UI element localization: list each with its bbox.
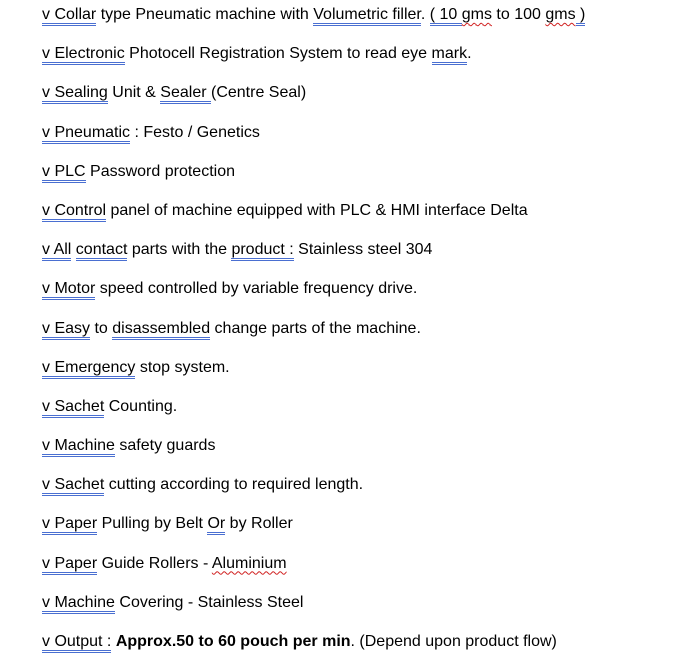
list-item-misspelled-word: gms: [545, 6, 576, 23]
list-item-text: panel of machine equipped with PLC & HMI interface Delta: [106, 201, 528, 219]
list-item-flagged-text: [42, 124, 130, 144]
list-item: [42, 396, 682, 435]
list-item-misspelled-word: Aluminium: [211, 554, 287, 572]
list-item-flagged-text: product :: [231, 241, 293, 261]
list-item-text: . (Depend upon product flow): [350, 633, 557, 650]
bullet-glyph: v: [42, 162, 50, 180]
bullet-glyph: v: [42, 476, 50, 494]
list-item-text: Covering - Stainless Steel: [114, 593, 304, 611]
list-item: [42, 43, 682, 82]
list-item: [42, 357, 682, 396]
list-item-flagged-text: [42, 398, 104, 418]
list-item-text: to: [90, 319, 113, 337]
list-item: [42, 474, 682, 513]
list-item-flagged-text: [42, 163, 86, 183]
list-item-lead-word: Machine: [54, 593, 115, 611]
list-item-flagged-text: [42, 202, 106, 222]
list-item: [42, 318, 682, 357]
list-item-flagged-text: [42, 476, 104, 496]
bullet-glyph: v: [42, 554, 50, 572]
list-item-flagged-text: [42, 45, 125, 65]
list-item: [42, 82, 682, 121]
bullet-glyph: v: [42, 84, 50, 102]
list-item-bold-text: Approx.50 to 60 pouch per min: [115, 633, 351, 650]
list-item-flagged-text: Sealer: [160, 84, 211, 104]
list-item-flagged-text: ): [576, 6, 586, 26]
list-item-lead-word: Paper: [54, 554, 98, 572]
list-item-lead-word: Pneumatic: [54, 123, 131, 141]
list-item-lead-word: Easy: [54, 319, 91, 337]
bullet-glyph: v: [42, 437, 50, 455]
bullet-glyph: v: [42, 45, 50, 63]
list-item-text: Counting.: [104, 397, 178, 415]
list-item-lead-word: Sachet: [54, 476, 105, 494]
list-item-text: Stainless steel 304: [293, 241, 433, 259]
list-item-flagged-text: Or: [207, 515, 225, 535]
list-item-flagged-text: [42, 515, 97, 535]
bullet-glyph: v: [42, 633, 50, 650]
list-item-text: parts with the: [127, 241, 232, 259]
list-item-lead-word: PLC: [54, 162, 86, 180]
list-item-text: Unit &: [107, 84, 161, 102]
list-item-text: type Pneumatic machine with: [96, 6, 314, 23]
list-item-flagged-text: [42, 555, 97, 575]
list-item: [42, 4, 682, 43]
feature-list: [42, 4, 682, 670]
list-item-flagged-text: [42, 633, 111, 653]
list-item-flagged-text: [42, 84, 108, 104]
list-item-text: safety guards: [114, 437, 216, 455]
list-item: [42, 435, 682, 474]
list-item-flagged-text: [42, 6, 96, 26]
bullet-glyph: v: [42, 241, 50, 259]
list-item: [42, 278, 682, 317]
list-item-text: .: [467, 45, 472, 63]
list-item-flagged-text: [42, 594, 115, 614]
list-item: [42, 239, 682, 278]
list-item: [42, 631, 682, 670]
list-item-flagged-text: [42, 359, 135, 379]
list-item-lead-word: Control: [54, 201, 107, 219]
list-item-lead-word: Output :: [54, 633, 112, 650]
bullet-glyph: v: [42, 280, 50, 298]
list-item-text: stop system.: [135, 358, 230, 376]
list-item-lead-word: Machine: [54, 437, 115, 455]
list-item-lead-word: Sealing: [54, 84, 108, 102]
bullet-glyph: v: [42, 201, 50, 219]
bullet-glyph: v: [42, 123, 50, 141]
list-item-text: Pulling by Belt: [97, 515, 208, 533]
bullet-glyph: v: [42, 515, 50, 533]
list-item: [42, 122, 682, 161]
bullet-glyph: v: [42, 358, 50, 376]
list-item-text: to 100: [491, 6, 546, 23]
list-item-flagged-text: [42, 320, 90, 340]
list-item-lead-word: Motor: [54, 280, 96, 298]
list-item-text: by Roller: [225, 515, 293, 533]
list-item-text: : Festo / Genetics: [130, 123, 260, 141]
list-item-flagged-text: disassembled: [112, 320, 210, 340]
bullet-glyph: v: [42, 593, 50, 611]
list-item-misspelled-word: gms: [461, 6, 492, 23]
list-item-lead-word: All: [53, 241, 72, 259]
list-item-flagged-text: contact: [76, 241, 128, 261]
list-item-text: Photocell Registration System to read eye: [124, 45, 432, 63]
list-item-text: change parts of the machine.: [210, 319, 421, 337]
list-item: [42, 592, 682, 631]
list-item-lead-word: Electronic: [54, 45, 125, 63]
list-item-text: (Centre Seal): [211, 84, 307, 102]
list-item-flagged-text: [42, 241, 71, 261]
bullet-glyph: v: [42, 397, 50, 415]
list-item-text: cutting according to required length.: [104, 476, 364, 494]
list-item-lead-word: Paper: [54, 515, 98, 533]
bullet-glyph: v: [42, 6, 50, 23]
list-item: [42, 553, 682, 592]
list-item-text: .: [420, 6, 430, 23]
list-item-flagged-text: Volumetric filler: [313, 6, 421, 26]
list-item-flagged-text: [42, 280, 95, 300]
list-item: [42, 161, 682, 200]
list-item-text: Guide Rollers -: [97, 554, 212, 572]
list-item: [42, 513, 682, 552]
list-item-flagged-text: ( 10: [430, 6, 462, 26]
bullet-glyph: v: [42, 319, 50, 337]
list-item-flagged-text: mark: [432, 45, 468, 65]
list-item-lead-word: Emergency: [54, 358, 136, 376]
list-item-flagged-text: [42, 437, 115, 457]
list-item-text: Password protection: [85, 162, 235, 180]
list-item-lead-word: Sachet: [54, 397, 105, 415]
list-item-text: speed controlled by variable frequency drive.: [95, 280, 418, 298]
list-item-lead-word: Collar: [54, 6, 97, 23]
list-item: [42, 200, 682, 239]
